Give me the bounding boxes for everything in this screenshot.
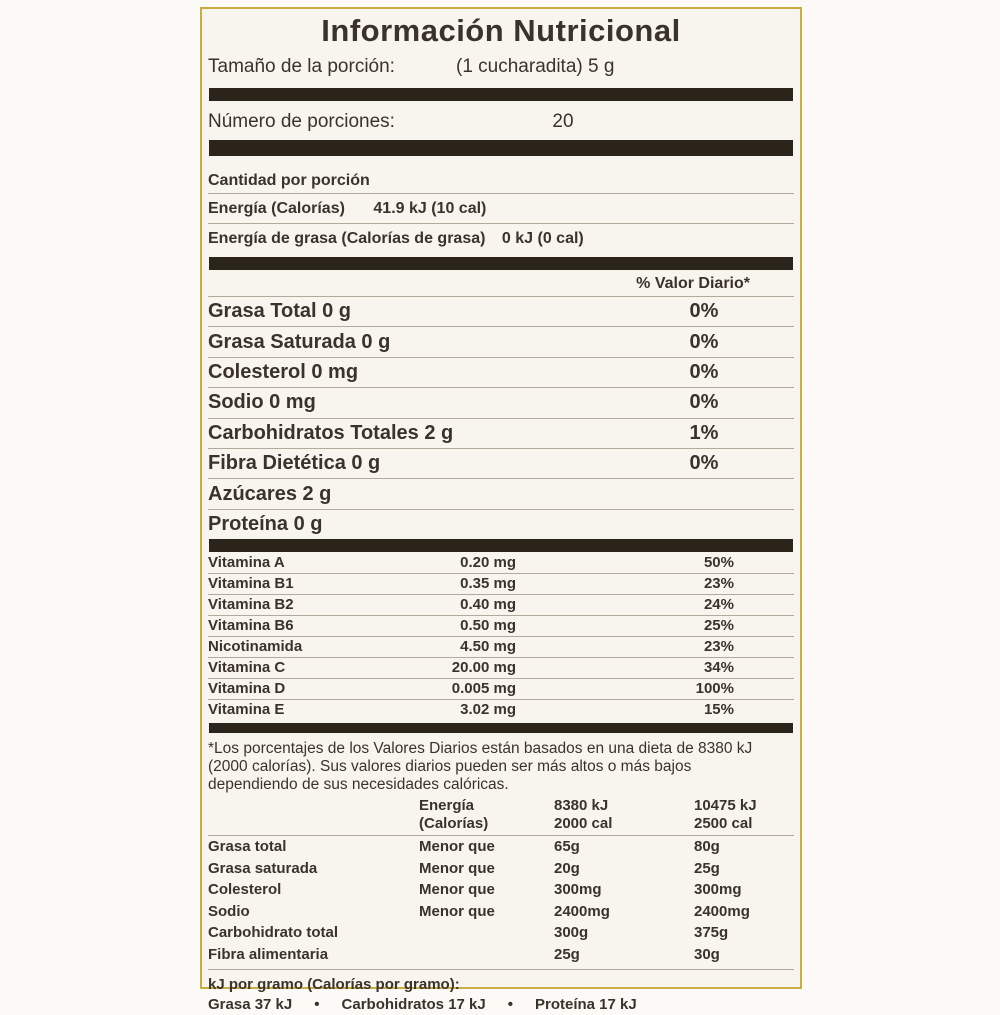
vitamin-name: Vitamina D bbox=[208, 680, 286, 698]
vitamin-name: Vitamina A bbox=[208, 554, 285, 572]
vitamin-percent: 15% bbox=[703, 701, 734, 719]
header-2000: 8380 kJ 2000 cal bbox=[554, 797, 613, 833]
footnote-line: *Los porcentajes de los Valores Diarios están basados en una dieta de 8380 kJ bbox=[208, 740, 753, 758]
vitamin-amount: 0.35 mg bbox=[460, 575, 516, 593]
serving-size-value: (1 cucharadita) 5 g bbox=[456, 56, 615, 77]
nutrient-percent: 0% bbox=[689, 300, 719, 323]
nutrient-name: Grasa Saturada 0 g bbox=[208, 330, 391, 353]
energy-per-gram-block bbox=[208, 975, 794, 1015]
vitamin-percent: 23% bbox=[703, 638, 734, 656]
footnote-line: dependiendo de sus necesidades calóricas. bbox=[208, 776, 509, 794]
nutrient-name: Proteína 0 g bbox=[208, 512, 323, 535]
amount-per-serving-heading: Cantidad por porción bbox=[208, 169, 794, 194]
vitamin-percent: 23% bbox=[703, 575, 734, 593]
reference-table-header bbox=[208, 797, 794, 836]
vitamin-row-a bbox=[208, 553, 794, 574]
table-row-saturated-fat: Grasa saturada Menor que 20g 25g bbox=[208, 859, 720, 877]
nutrient-percent: 0% bbox=[689, 452, 719, 475]
daily-value-header: % Valor Diario* bbox=[208, 270, 794, 297]
footnote-line: (2000 calorías). Sus valores diarios pueden ser más altos o más bajos bbox=[208, 758, 692, 776]
label-title: Información Nutricional bbox=[321, 13, 681, 48]
vitamin-row-c bbox=[208, 658, 794, 679]
nutrient-percent: 0% bbox=[689, 391, 719, 414]
vitamin-percent: 25% bbox=[703, 617, 734, 635]
vitamin-name: Vitamina B6 bbox=[208, 617, 294, 635]
nutrient-percent: 0% bbox=[689, 360, 719, 383]
table-row-cholesterol: Colesterol Menor que 300mg 300mg bbox=[208, 881, 742, 899]
vitamin-amount: 0.20 mg bbox=[460, 554, 516, 572]
bullet-separator: • bbox=[314, 995, 320, 1013]
vitamin-name: Vitamina E bbox=[208, 701, 285, 719]
nutrient-row-fiber bbox=[208, 449, 794, 479]
nutrient-rows bbox=[208, 297, 794, 539]
header-energy: Energía (Calorías) bbox=[419, 797, 489, 833]
energy-per-gram-items bbox=[208, 995, 794, 1015]
bullet-separator: • bbox=[507, 995, 513, 1013]
energy-per-gram-carbs: Carbohidratos 17 kJ bbox=[341, 995, 486, 1013]
energy-value: 41.9 kJ (10 cal) bbox=[373, 200, 487, 217]
vitamin-name: Vitamina C bbox=[208, 659, 286, 677]
energy-row bbox=[208, 194, 794, 224]
nutrient-row-total-carbs bbox=[208, 419, 794, 449]
energy-per-gram-protein: Proteína 17 kJ bbox=[535, 995, 637, 1013]
vitamin-row-b1 bbox=[208, 574, 794, 595]
vitamin-amount: 0.50 mg bbox=[460, 617, 516, 635]
divider-bar bbox=[209, 257, 793, 270]
nutrient-name: Carbohidratos Totales 2 g bbox=[208, 421, 454, 444]
vitamin-percent: 50% bbox=[703, 554, 734, 572]
divider-bar bbox=[209, 140, 793, 156]
table-row-fiber: Fibra alimentaria 25g 30g bbox=[208, 945, 720, 963]
energy-per-gram-fat: Grasa 37 kJ bbox=[208, 995, 293, 1013]
nutrient-row-sugars bbox=[208, 479, 794, 509]
nutrient-name: Grasa Total 0 g bbox=[208, 300, 352, 323]
vitamin-rows bbox=[208, 553, 794, 720]
table-row-total-carb: Carbohidrato total 300g 375g bbox=[208, 924, 729, 942]
nutrient-row-total-fat bbox=[208, 297, 794, 327]
vitamin-row-b6 bbox=[208, 616, 794, 637]
serving-size-label: Tamaño de la porción: bbox=[208, 56, 395, 77]
nutrient-row-cholesterol bbox=[208, 358, 794, 388]
vitamin-amount: 4.50 mg bbox=[460, 638, 516, 656]
vitamin-amount: 0.005 mg bbox=[451, 680, 516, 698]
nutrient-name: Azúcares 2 g bbox=[208, 482, 332, 505]
vitamin-name: Vitamina B2 bbox=[208, 596, 294, 614]
nutrient-row-saturated-fat bbox=[208, 327, 794, 357]
vitamin-row-b2 bbox=[208, 595, 794, 616]
nutrient-row-protein bbox=[208, 510, 794, 539]
vitamin-row-e bbox=[208, 700, 794, 720]
energy-per-gram-title: kJ por gramo (Calorías por gramo): bbox=[208, 975, 460, 993]
divider-bar bbox=[209, 88, 793, 101]
vitamin-percent: 24% bbox=[703, 596, 734, 614]
table-row-sodium: Sodio Menor que 2400mg 2400mg bbox=[208, 902, 750, 920]
vitamin-row-d bbox=[208, 679, 794, 700]
divider-bar bbox=[209, 723, 793, 733]
vitamin-name: Nicotinamida bbox=[208, 638, 303, 656]
energy-label: Energía (Calorías) bbox=[208, 200, 345, 217]
divider-hairline bbox=[208, 966, 794, 970]
nutrient-percent: 0% bbox=[689, 330, 719, 353]
servings-count-label: Número de porciones: bbox=[208, 111, 395, 132]
vitamin-amount: 20.00 mg bbox=[451, 659, 516, 677]
vitamin-amount: 3.02 mg bbox=[460, 701, 516, 719]
vitamin-percent: 34% bbox=[703, 659, 734, 677]
nutrient-name: Fibra Dietética 0 g bbox=[208, 452, 381, 475]
table-row-total-fat: Grasa total Menor que 65g 80g bbox=[208, 837, 720, 855]
energy-from-fat-row bbox=[208, 224, 794, 253]
nutrient-row-sodium bbox=[208, 388, 794, 418]
energy-from-fat-value: 0 kJ (0 cal) bbox=[501, 230, 584, 247]
energy-from-fat-label: Energía de grasa (Calorías de grasa) bbox=[208, 230, 486, 247]
serving-size-row bbox=[208, 54, 794, 80]
servings-count-row bbox=[208, 109, 794, 135]
servings-count-value: 20 bbox=[552, 111, 574, 132]
nutrient-name: Colesterol 0 mg bbox=[208, 360, 359, 383]
vitamin-amount: 0.40 mg bbox=[460, 596, 516, 614]
nutrient-name: Sodio 0 mg bbox=[208, 391, 316, 414]
reference-values-table bbox=[208, 797, 794, 966]
daily-values-footnote bbox=[208, 740, 788, 794]
divider-bar bbox=[209, 539, 793, 552]
nutrition-label bbox=[200, 7, 802, 1013]
vitamin-row-nicotinamide bbox=[208, 637, 794, 658]
vitamin-name: Vitamina B1 bbox=[208, 575, 294, 593]
vitamin-percent: 100% bbox=[695, 680, 734, 698]
nutrient-percent: 1% bbox=[689, 421, 719, 444]
header-2500: 10475 kJ 2500 cal bbox=[694, 797, 757, 833]
